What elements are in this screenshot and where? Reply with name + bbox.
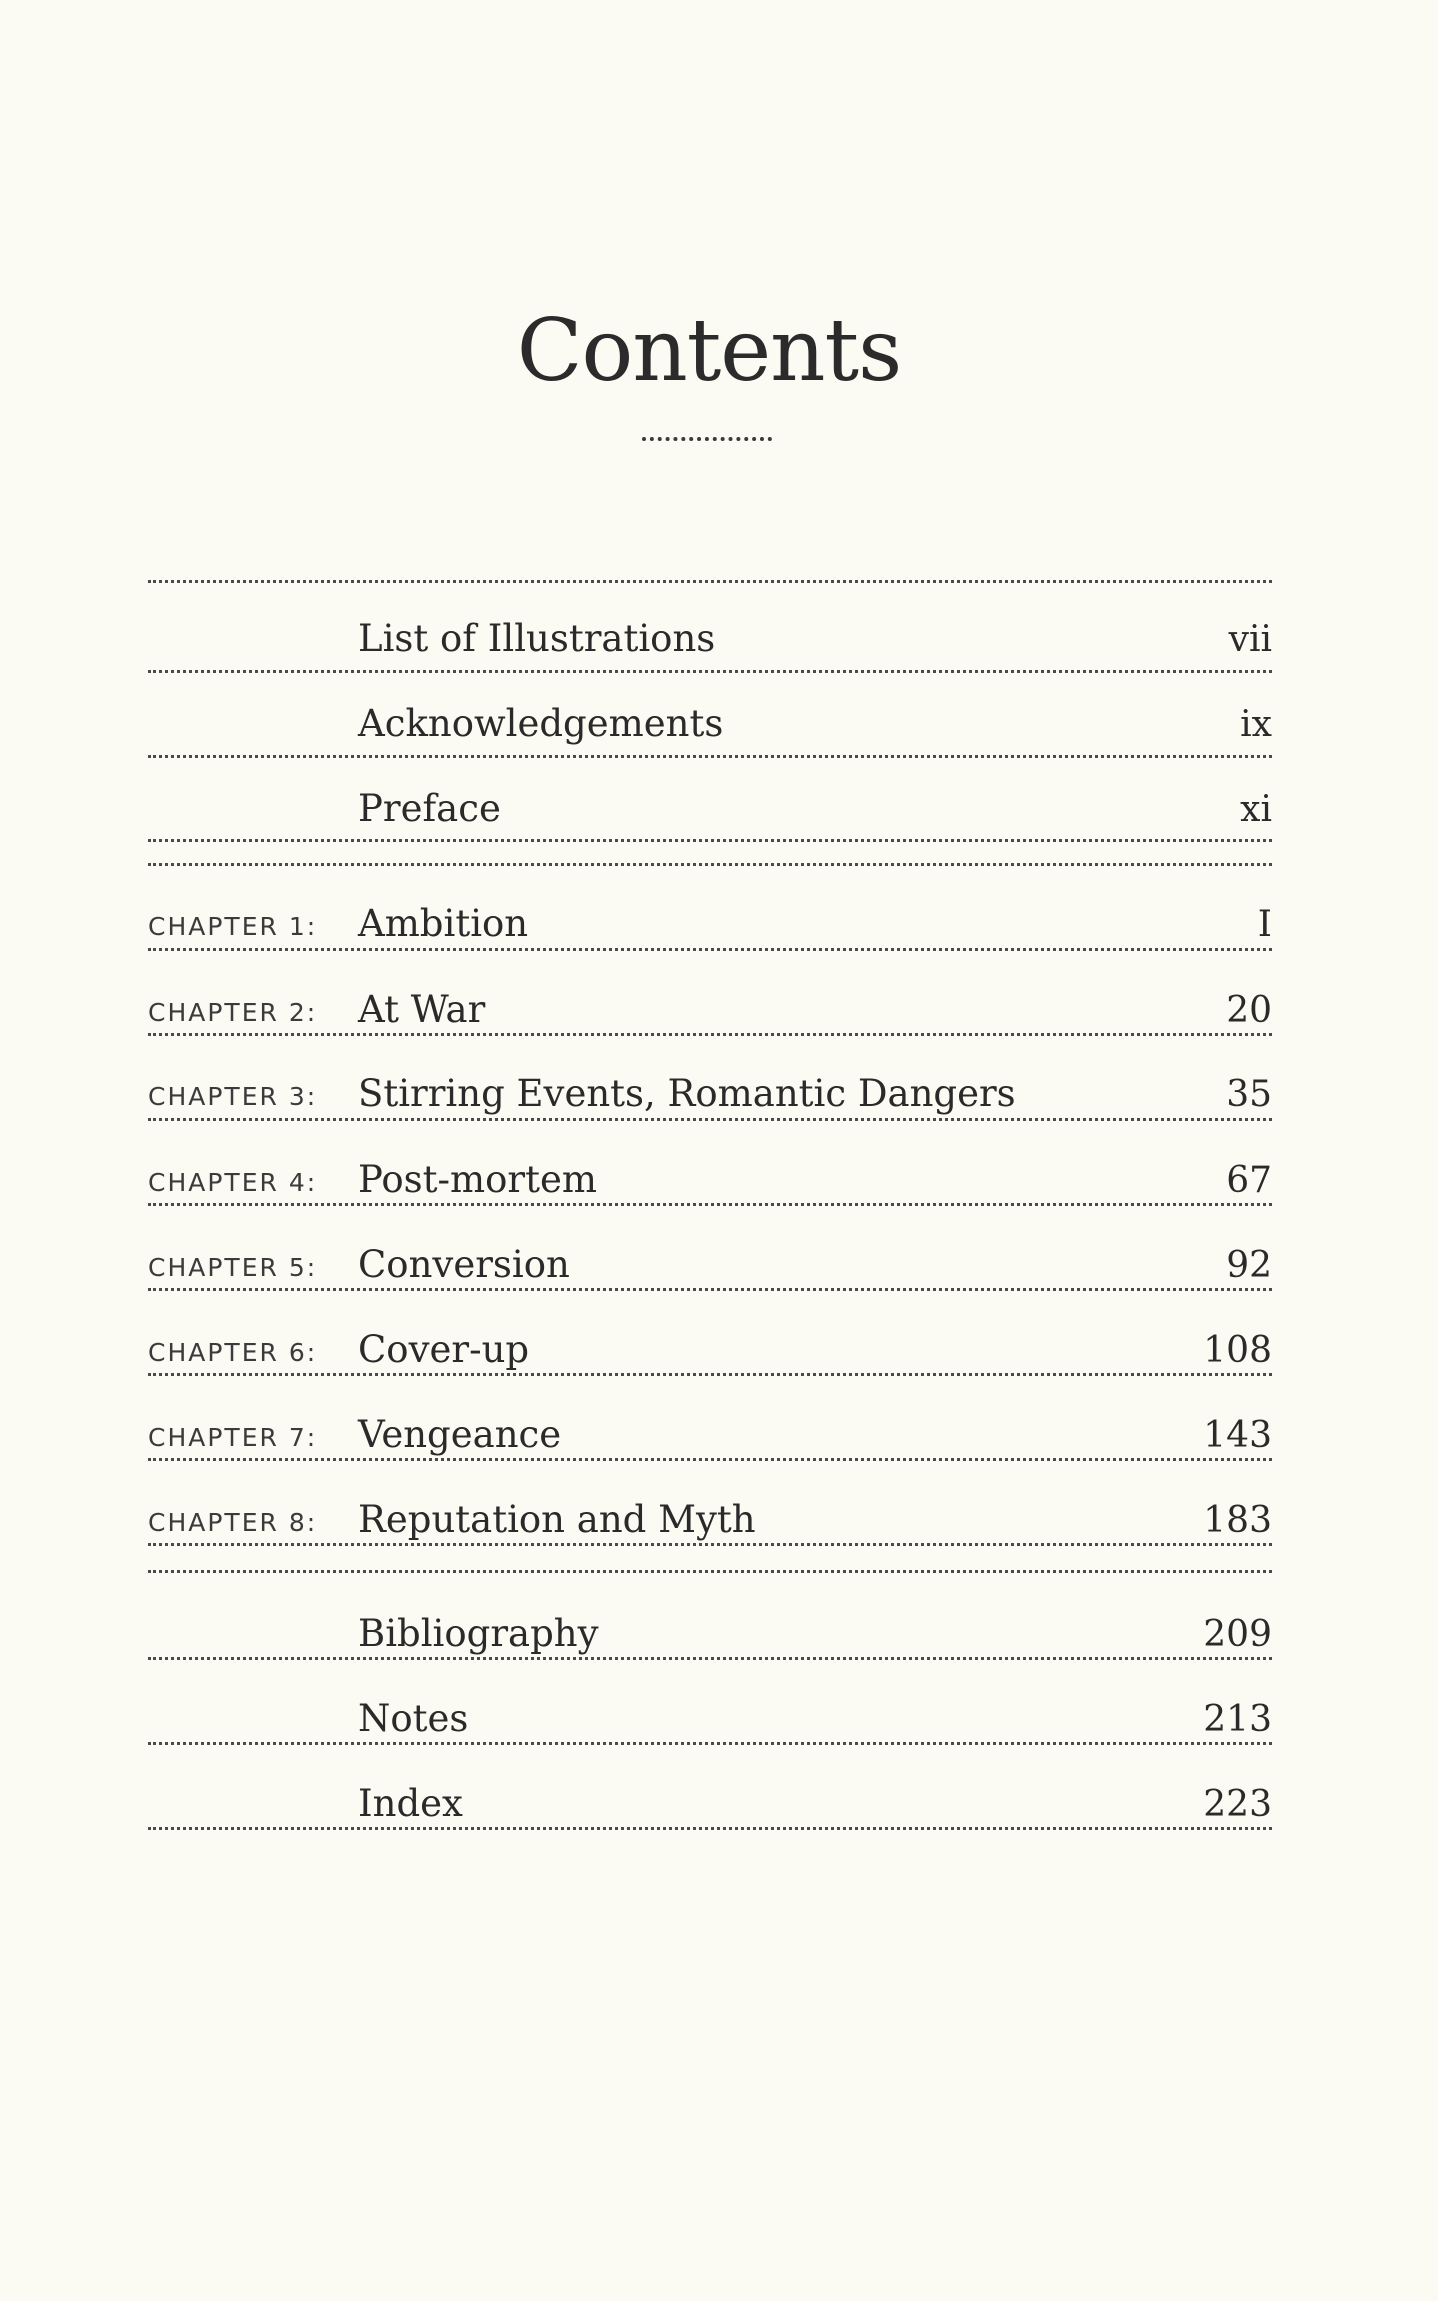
entry-title: Cover-up: [358, 1328, 530, 1371]
entry-page-number: 183: [1203, 1500, 1272, 1541]
chapter-label: CHAPTER 7:: [148, 1423, 318, 1452]
entry-title: Vengeance: [358, 1413, 562, 1456]
entry-page-number: vii: [1228, 619, 1272, 660]
entry-page-number: 143: [1203, 1415, 1272, 1456]
dotted-rule: [148, 948, 1272, 951]
entry-title: Conversion: [358, 1243, 570, 1286]
entry-page-number: 92: [1226, 1245, 1272, 1286]
entry-title: Acknowledgements: [358, 702, 724, 745]
dotted-rule: [148, 863, 1272, 866]
entry-page-number: ix: [1240, 704, 1272, 745]
dotted-rule: [148, 1203, 1272, 1206]
dotted-rule: [148, 1458, 1272, 1461]
entry-title: Ambition: [358, 902, 529, 945]
dotted-rule: [148, 1288, 1272, 1291]
entry-page-number: 20: [1226, 990, 1272, 1031]
entry-page-number: 35: [1226, 1074, 1272, 1115]
entry-page-number: 223: [1203, 1784, 1272, 1825]
toc-entry-chapter-1[interactable]: [148, 889, 1272, 951]
dotted-rule: [148, 1373, 1272, 1376]
entry-title: Post-mortem: [358, 1158, 597, 1201]
chapter-label: CHAPTER 4:: [148, 1168, 318, 1197]
toc-entry-chapter-4[interactable]: [148, 1145, 1272, 1207]
dotted-rule: [148, 1657, 1272, 1660]
dotted-rule: [148, 1570, 1272, 1573]
entry-title: Preface: [358, 787, 501, 830]
entry-title: Reputation and Myth: [358, 1498, 756, 1541]
toc-entry-bibliography[interactable]: [148, 1599, 1272, 1661]
table-of-contents: [148, 0, 1272, 2301]
dotted-rule: [148, 1543, 1272, 1546]
entry-page-number: 108: [1203, 1330, 1272, 1371]
page-title: Contents: [516, 301, 902, 401]
entry-page-number: 67: [1226, 1160, 1272, 1201]
chapter-label: CHAPTER 2:: [148, 998, 318, 1027]
toc-entry-chapter-2[interactable]: [148, 975, 1272, 1037]
entry-title: List of Illustrations: [358, 617, 716, 660]
entry-page-number: 209: [1203, 1614, 1272, 1655]
dotted-rule: [148, 839, 1272, 842]
dotted-rule: [148, 670, 1272, 673]
entry-title: Index: [358, 1782, 463, 1825]
dotted-rule: [148, 1033, 1272, 1036]
toc-entry-chapter-8[interactable]: [148, 1485, 1272, 1547]
entry-title: Bibliography: [358, 1612, 599, 1655]
entry-title: Stirring Events, Romantic Dangers: [358, 1072, 1016, 1115]
toc-entry-index[interactable]: [148, 1769, 1272, 1831]
dotted-rule: [148, 1742, 1272, 1745]
chapter-label: CHAPTER 1:: [148, 912, 318, 941]
toc-entry-chapter-7[interactable]: [148, 1400, 1272, 1462]
toc-entry-chapter-3[interactable]: [148, 1059, 1272, 1121]
dotted-rule: [148, 580, 1272, 583]
toc-entry-notes[interactable]: [148, 1684, 1272, 1746]
chapter-label: CHAPTER 6:: [148, 1338, 318, 1367]
chapter-label: CHAPTER 5:: [148, 1253, 318, 1282]
entry-page-number: I: [1257, 904, 1272, 945]
entry-title: At War: [358, 988, 486, 1031]
entry-title: Notes: [358, 1697, 469, 1740]
toc-entry-preface[interactable]: [148, 774, 1272, 836]
dotted-rule: [148, 755, 1272, 758]
toc-entry-chapter-6[interactable]: [148, 1315, 1272, 1377]
entry-page-number: 213: [1203, 1699, 1272, 1740]
toc-entry-chapter-5[interactable]: [148, 1230, 1272, 1292]
chapter-label: CHAPTER 3:: [148, 1082, 318, 1111]
toc-entry-list-of-illustrations[interactable]: [148, 604, 1272, 666]
dotted-rule: [148, 1827, 1272, 1830]
dotted-rule: [148, 1118, 1272, 1121]
chapter-label: CHAPTER 8:: [148, 1508, 318, 1537]
toc-entry-acknowledgements[interactable]: [148, 689, 1272, 751]
entry-page-number: xi: [1240, 789, 1272, 830]
